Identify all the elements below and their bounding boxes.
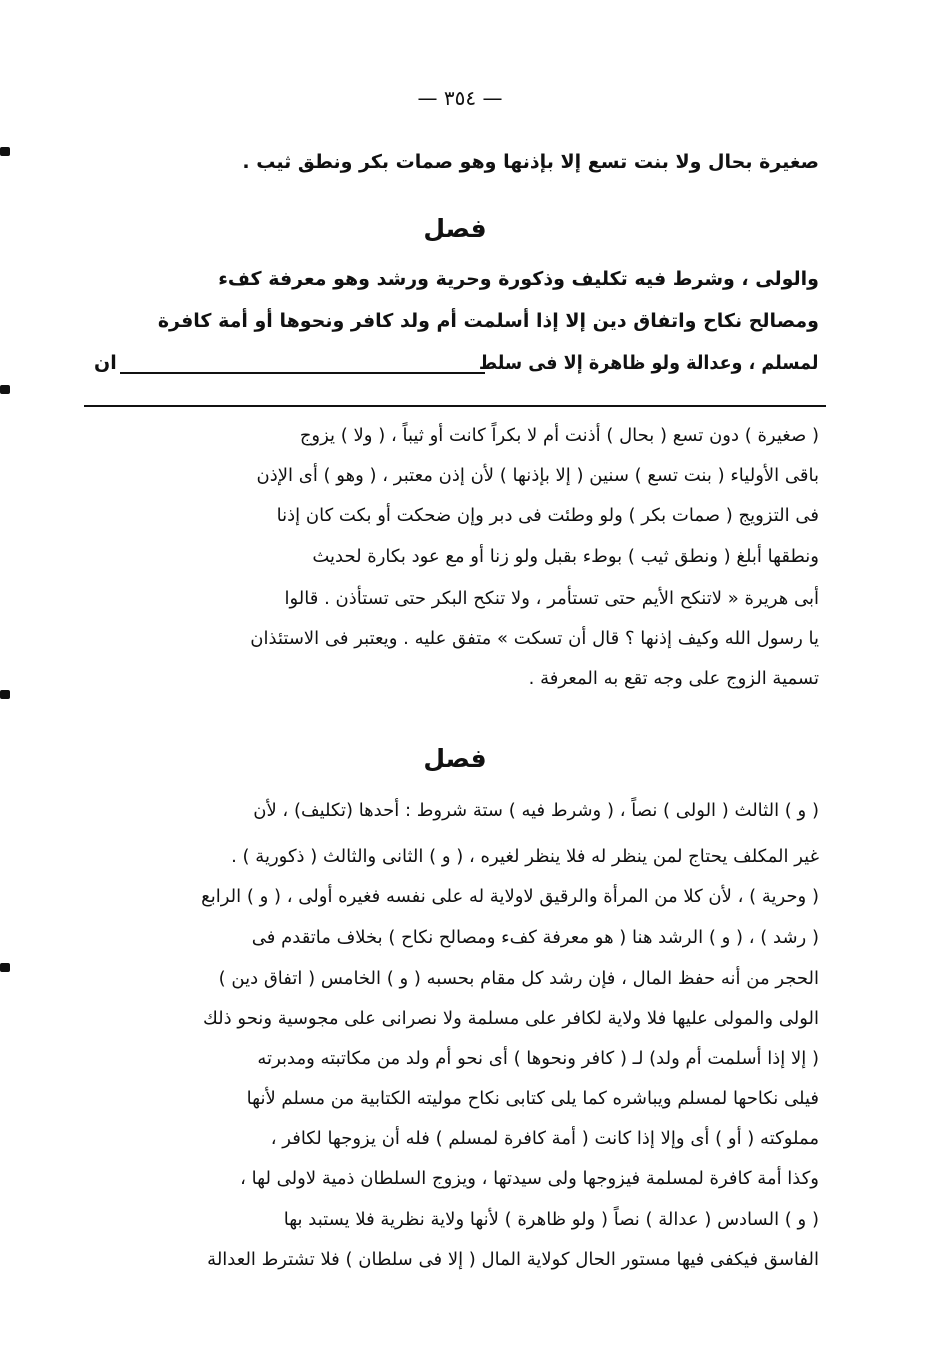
section-divider <box>84 405 826 407</box>
margin-mark <box>0 385 10 394</box>
sharh-line: ( صغيرة ) دون تسع ( بحال ) أذنت أم لا بكراً كانت أو ثيباً ، ( ولا ) يزوج <box>299 425 819 446</box>
sharh-line: الفاسق فيكفى فيها مستور الحال كولاية المال ( إلا فى سلطان ) فلا تشترط العدالة <box>207 1249 819 1270</box>
sharh-line: باقى الأولياء ( بنت تسع ) سنين ( إلا بإذنها ) لأن إذن معتبر ، ( وهو ) أى الإذن <box>256 465 819 486</box>
sharh-line: ( و ) الثالث ( الولى ) نصاً ، ( وشرط فيه ) ستة شروط : أحدها (تكليف) ، لأن <box>253 800 819 821</box>
margin-mark <box>0 690 10 699</box>
matn-line: والولى ، وشرط فيه تكليف وذكورة وحرية ورشد وهو معرفة كفء <box>218 268 819 290</box>
sharh-line: مملوكته ( أو ) أى وإلا إذا كانت ( أمة كافرة لمسلم ) فله أن يزوجها لكافر ، <box>270 1128 819 1149</box>
matn-opening-line: صغيرة بحال ولا بنت تسع إلا بإذنها وهو صمات بكر ونطق ثيب . <box>242 151 819 173</box>
margin-mark <box>0 147 10 156</box>
sharh-line: وكذا أمة كافرة لمسلمة فيزوجها ولى سيدتها ، ويزوج السلطان ذمية لاولى لها ، <box>240 1168 819 1189</box>
sharh-heading: فصل <box>423 744 487 773</box>
sharh-line: فيلى نكاحها لمسلم ويباشره كما يلى كتابى نكاح موليته الكتابية من مسلم لأنها <box>246 1088 819 1109</box>
matn-heading: فصل <box>423 214 487 243</box>
sharh-line: الولى والمولى عليها فلا ولاية لكافر على مسلمة ولا نصرانى على مجوسية ونحو ذلك <box>203 1008 819 1029</box>
sharh-line: فى التزويج ( صمات بكر ) ولو وطئت فى دبر وإن ضحكت أو بكت كان إذنا <box>276 505 819 526</box>
sharh-line: ( وحرية ) ، لأن كلا من المرأة والرقيق لاولاية له على نفسه فغيره أولى ، ( و ) الرابع <box>201 886 819 907</box>
sharh-line: غير المكلف يحتاج لمن ينظر له فلا ينظر لغيره ، ( و ) الثانى والثالث ( ذكورية ) . <box>231 846 819 867</box>
margin-mark <box>0 963 10 972</box>
page-number: — ٣٥٤ — <box>417 86 503 110</box>
sharh-line: ( و ) السادس ( عدالة ) نصاً ( ولو ظاهرة ) لأنها ولاية نظرية فلا يستبد بها <box>283 1209 819 1230</box>
sharh-line: الحجر من أنه حفظ المال ، فإن رشد كل مقام بحسبه ( و ) الخامس ( اتفاق دين ) <box>218 968 819 989</box>
sharh-line: يا رسول الله وكيف إذنها ؟ قال أن تسكت » متفق عليه . ويعتبر فى الاستئذان <box>250 628 819 649</box>
matn-line: لمسلم ، وعدالة ولو ظاهرة إلا فى سلط <box>479 352 819 374</box>
matn-line: ومصالح نكاح واتفاق دين إلا إذا أسلمت أم ولد كافر ونحوها أو أمة كافرة <box>157 310 819 332</box>
sharh-line: ونطقها أبلغ ( ونطق ثيب ) بوطء بقبل ولو زنا أو مع عود بكارة لحديث <box>312 546 819 567</box>
sharh-line: ( رشد ) ، ( و ) الرشد هنا ( هو معرفة كفء ومصالح نكاح ) بخلاف ماتقدم فى <box>251 927 819 948</box>
sharh-line: تسمية الزوج على وجه تقع به المعرفة . <box>528 668 819 689</box>
sharh-line: ( إلا إذا أسلمت أم ولد) لـ ( كافر ونحوها ) أى نحو أم ولد من مكاتبته ومدبرته <box>257 1048 819 1069</box>
matn-line-end-fragment: ان <box>94 352 117 374</box>
sharh-line: أبى هريرة « لاتنكح الأيم حتى تستأمر ، ولا تنكح البكر حتى تستأذن . قالوا <box>284 588 819 609</box>
truncation-rule <box>120 372 485 374</box>
